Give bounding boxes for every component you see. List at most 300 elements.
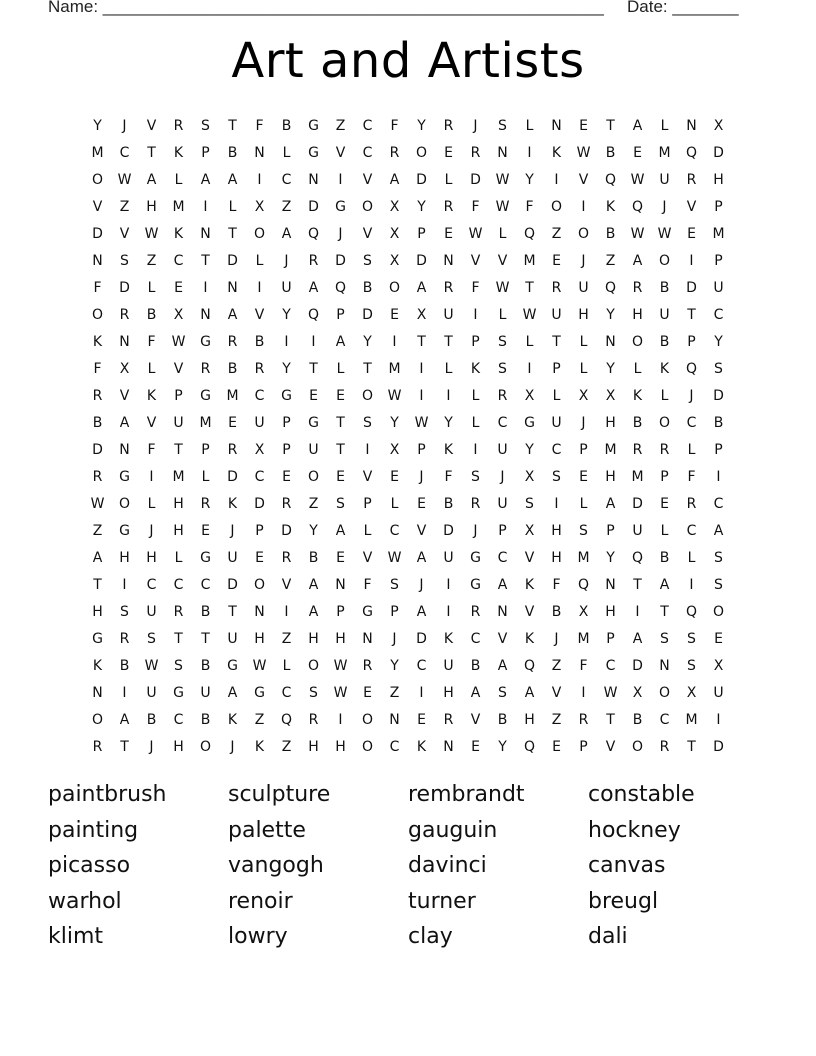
grid-letter[interactable]: K bbox=[470, 360, 481, 377]
grid-letter[interactable]: I bbox=[419, 387, 424, 404]
grid-letter[interactable]: N bbox=[254, 144, 265, 161]
grid-letter[interactable]: O bbox=[361, 711, 374, 728]
grid-letter[interactable]: U bbox=[254, 414, 265, 431]
grid-letter[interactable]: D bbox=[443, 522, 454, 539]
grid-letter[interactable]: Z bbox=[551, 225, 562, 242]
grid-letter[interactable]: L bbox=[147, 279, 156, 296]
grid-letter[interactable]: I bbox=[689, 252, 694, 269]
grid-letter[interactable]: O bbox=[91, 306, 104, 323]
grid-letter[interactable]: Q bbox=[577, 576, 590, 593]
grid-letter[interactable]: E bbox=[471, 738, 480, 755]
grid-letter[interactable]: N bbox=[605, 333, 616, 350]
grid-letter[interactable]: L bbox=[687, 549, 696, 566]
grid-letter[interactable]: Y bbox=[444, 414, 453, 431]
grid-letter[interactable]: B bbox=[308, 549, 319, 566]
grid-letter[interactable]: T bbox=[120, 738, 129, 755]
grid-letter[interactable]: E bbox=[714, 630, 723, 647]
grid-letter[interactable]: X bbox=[686, 684, 697, 701]
grid-letter[interactable]: V bbox=[362, 225, 373, 242]
grid-letter[interactable]: J bbox=[230, 522, 235, 539]
grid-letter[interactable]: P bbox=[417, 225, 426, 242]
grid-letter[interactable]: G bbox=[173, 684, 184, 701]
grid-letter[interactable]: J bbox=[419, 468, 424, 485]
grid-letter[interactable]: T bbox=[444, 333, 453, 350]
grid-letter[interactable]: T bbox=[228, 117, 237, 134]
name-field-line[interactable]: Name: _____________________________________________________ bbox=[48, 0, 604, 16]
grid-letter[interactable]: P bbox=[363, 495, 372, 512]
grid-letter[interactable]: M bbox=[658, 144, 671, 161]
grid-letter[interactable]: E bbox=[228, 414, 237, 431]
grid-letter[interactable]: I bbox=[311, 333, 316, 350]
grid-letter[interactable]: U bbox=[497, 441, 508, 458]
grid-letter[interactable]: M bbox=[631, 468, 644, 485]
grid-letter[interactable]: C bbox=[173, 711, 184, 728]
grid-letter[interactable]: S bbox=[390, 576, 399, 593]
grid-letter[interactable]: N bbox=[200, 225, 211, 242]
grid-letter[interactable]: X bbox=[578, 603, 589, 620]
grid-letter[interactable]: U bbox=[443, 306, 454, 323]
grid-letter[interactable]: U bbox=[146, 684, 157, 701]
grid-letter[interactable]: A bbox=[389, 171, 400, 188]
grid-letter[interactable]: M bbox=[577, 630, 590, 647]
grid-letter[interactable]: I bbox=[689, 576, 694, 593]
grid-letter[interactable]: W bbox=[117, 171, 132, 188]
grid-letter[interactable]: Q bbox=[604, 279, 617, 296]
grid-letter[interactable]: X bbox=[389, 225, 400, 242]
grid-letter[interactable]: J bbox=[149, 522, 154, 539]
grid-letter[interactable]: I bbox=[554, 171, 559, 188]
grid-letter[interactable]: M bbox=[199, 414, 212, 431]
grid-letter[interactable]: H bbox=[254, 630, 265, 647]
grid-letter[interactable]: D bbox=[227, 576, 238, 593]
grid-letter[interactable]: O bbox=[658, 252, 671, 269]
grid-letter[interactable]: B bbox=[200, 657, 211, 674]
grid-letter[interactable]: G bbox=[119, 468, 130, 485]
grid-letter[interactable]: D bbox=[416, 630, 427, 647]
grid-letter[interactable]: G bbox=[200, 549, 211, 566]
grid-letter[interactable]: C bbox=[173, 252, 184, 269]
grid-letter[interactable]: J bbox=[554, 630, 559, 647]
grid-letter[interactable]: D bbox=[362, 306, 373, 323]
grid-letter[interactable]: S bbox=[201, 117, 210, 134]
grid-letter[interactable]: L bbox=[498, 306, 507, 323]
grid-letter[interactable]: C bbox=[551, 441, 562, 458]
grid-letter[interactable]: K bbox=[443, 441, 454, 458]
grid-letter[interactable]: Q bbox=[523, 738, 536, 755]
grid-letter[interactable]: B bbox=[659, 549, 670, 566]
grid-letter[interactable]: R bbox=[389, 144, 400, 161]
grid-letter[interactable]: A bbox=[200, 171, 211, 188]
grid-letter[interactable]: X bbox=[713, 657, 724, 674]
grid-letter[interactable]: E bbox=[417, 495, 426, 512]
grid-letter[interactable]: U bbox=[443, 657, 454, 674]
grid-letter[interactable]: N bbox=[551, 117, 562, 134]
grid-letter[interactable]: V bbox=[254, 306, 265, 323]
grid-letter[interactable]: P bbox=[579, 441, 588, 458]
grid-letter[interactable]: P bbox=[687, 333, 696, 350]
grid-letter[interactable]: U bbox=[713, 279, 724, 296]
grid-letter[interactable]: M bbox=[172, 198, 185, 215]
grid-letter[interactable]: R bbox=[92, 738, 103, 755]
grid-letter[interactable]: Y bbox=[525, 441, 534, 458]
grid-letter[interactable]: F bbox=[552, 576, 561, 593]
grid-letter[interactable]: Q bbox=[334, 279, 347, 296]
grid-letter[interactable]: I bbox=[338, 711, 343, 728]
grid-letter[interactable]: V bbox=[470, 711, 481, 728]
grid-letter[interactable]: R bbox=[686, 171, 697, 188]
grid-letter[interactable]: O bbox=[712, 603, 725, 620]
grid-letter[interactable]: L bbox=[174, 171, 183, 188]
grid-letter[interactable]: X bbox=[389, 441, 400, 458]
grid-letter[interactable]: R bbox=[92, 387, 103, 404]
grid-letter[interactable]: R bbox=[659, 441, 670, 458]
grid-letter[interactable]: L bbox=[579, 333, 588, 350]
grid-letter[interactable]: E bbox=[417, 711, 426, 728]
grid-letter[interactable]: R bbox=[173, 603, 184, 620]
grid-letter[interactable]: G bbox=[308, 117, 319, 134]
grid-letter[interactable]: I bbox=[257, 279, 262, 296]
grid-letter[interactable]: U bbox=[200, 684, 211, 701]
grid-letter[interactable]: R bbox=[200, 495, 211, 512]
grid-letter[interactable]: P bbox=[606, 522, 615, 539]
grid-letter[interactable]: O bbox=[361, 198, 374, 215]
grid-letter[interactable]: L bbox=[336, 360, 345, 377]
grid-letter[interactable]: P bbox=[417, 441, 426, 458]
grid-letter[interactable]: R bbox=[497, 387, 508, 404]
grid-letter[interactable]: X bbox=[389, 198, 400, 215]
grid-letter[interactable]: L bbox=[471, 414, 480, 431]
grid-letter[interactable]: D bbox=[92, 225, 103, 242]
grid-letter[interactable]: L bbox=[660, 117, 669, 134]
grid-letter[interactable]: R bbox=[227, 333, 238, 350]
grid-letter[interactable]: G bbox=[362, 603, 373, 620]
grid-letter[interactable]: I bbox=[365, 441, 370, 458]
grid-letter[interactable]: B bbox=[713, 414, 724, 431]
grid-letter[interactable]: R bbox=[254, 360, 265, 377]
grid-letter[interactable]: C bbox=[119, 144, 130, 161]
grid-letter[interactable]: V bbox=[173, 360, 184, 377]
grid-letter[interactable]: P bbox=[336, 603, 345, 620]
grid-letter[interactable]: I bbox=[284, 333, 289, 350]
grid-letter[interactable]: T bbox=[147, 144, 156, 161]
grid-letter[interactable]: J bbox=[338, 225, 343, 242]
grid-letter[interactable]: H bbox=[173, 522, 184, 539]
grid-letter[interactable]: Z bbox=[308, 495, 319, 512]
grid-letter[interactable]: M bbox=[523, 252, 536, 269]
grid-letter[interactable]: O bbox=[253, 576, 266, 593]
grid-letter[interactable]: I bbox=[149, 468, 154, 485]
grid-letter[interactable]: G bbox=[470, 549, 481, 566]
grid-letter[interactable]: S bbox=[579, 522, 588, 539]
grid-letter[interactable]: Y bbox=[606, 360, 615, 377]
grid-letter[interactable]: R bbox=[227, 441, 238, 458]
grid-letter[interactable]: C bbox=[659, 711, 670, 728]
grid-letter[interactable]: Z bbox=[281, 630, 292, 647]
grid-letter[interactable]: H bbox=[443, 684, 454, 701]
grid-letter[interactable]: L bbox=[444, 360, 453, 377]
grid-letter[interactable]: Y bbox=[309, 522, 318, 539]
grid-letter[interactable]: A bbox=[416, 603, 427, 620]
grid-letter[interactable]: E bbox=[390, 468, 399, 485]
grid-letter[interactable]: Q bbox=[685, 144, 698, 161]
grid-letter[interactable]: C bbox=[281, 684, 292, 701]
grid-letter[interactable]: V bbox=[146, 117, 157, 134]
grid-letter[interactable]: A bbox=[416, 279, 427, 296]
grid-letter[interactable]: X bbox=[632, 684, 643, 701]
grid-letter[interactable]: C bbox=[281, 171, 292, 188]
grid-letter[interactable]: Y bbox=[282, 360, 291, 377]
grid-letter[interactable]: Y bbox=[498, 738, 507, 755]
grid-letter[interactable]: B bbox=[632, 711, 643, 728]
grid-letter[interactable]: D bbox=[470, 171, 481, 188]
grid-letter[interactable]: W bbox=[576, 144, 591, 161]
grid-letter[interactable]: E bbox=[201, 522, 210, 539]
grid-letter[interactable]: Y bbox=[606, 549, 615, 566]
grid-letter[interactable]: R bbox=[281, 549, 292, 566]
grid-letter[interactable]: L bbox=[282, 657, 291, 674]
grid-letter[interactable]: W bbox=[495, 279, 510, 296]
grid-letter[interactable]: F bbox=[255, 117, 264, 134]
grid-letter[interactable]: W bbox=[387, 549, 402, 566]
grid-letter[interactable]: I bbox=[122, 576, 127, 593]
grid-letter[interactable]: Z bbox=[281, 738, 292, 755]
grid-letter[interactable]: E bbox=[552, 252, 561, 269]
grid-letter[interactable]: R bbox=[119, 630, 130, 647]
grid-letter[interactable]: I bbox=[473, 441, 478, 458]
letter-grid[interactable] bbox=[84, 112, 732, 760]
grid-letter[interactable]: K bbox=[659, 360, 670, 377]
grid-letter[interactable]: X bbox=[173, 306, 184, 323]
grid-letter[interactable]: Q bbox=[685, 360, 698, 377]
grid-letter[interactable]: I bbox=[716, 468, 721, 485]
grid-letter[interactable]: U bbox=[632, 522, 643, 539]
grid-letter[interactable]: B bbox=[659, 279, 670, 296]
grid-letter[interactable]: V bbox=[497, 630, 508, 647]
grid-letter[interactable]: Z bbox=[389, 684, 400, 701]
grid-letter[interactable]: E bbox=[444, 225, 453, 242]
grid-letter[interactable]: B bbox=[362, 279, 373, 296]
grid-letter[interactable]: P bbox=[714, 441, 723, 458]
grid-letter[interactable]: B bbox=[200, 603, 211, 620]
grid-letter[interactable]: X bbox=[524, 387, 535, 404]
grid-letter[interactable]: J bbox=[122, 117, 127, 134]
grid-letter[interactable]: A bbox=[281, 225, 292, 242]
grid-letter[interactable]: H bbox=[173, 738, 184, 755]
grid-letter[interactable]: F bbox=[579, 657, 588, 674]
grid-letter[interactable]: R bbox=[686, 495, 697, 512]
grid-letter[interactable]: Q bbox=[631, 549, 644, 566]
grid-letter[interactable]: R bbox=[578, 711, 589, 728]
grid-letter[interactable]: P bbox=[660, 468, 669, 485]
grid-letter[interactable]: N bbox=[362, 630, 373, 647]
grid-letter[interactable]: V bbox=[146, 414, 157, 431]
grid-letter[interactable]: O bbox=[361, 387, 374, 404]
grid-letter[interactable]: W bbox=[468, 225, 483, 242]
grid-letter[interactable]: C bbox=[173, 576, 184, 593]
grid-letter[interactable]: O bbox=[577, 225, 590, 242]
grid-letter[interactable]: C bbox=[686, 522, 697, 539]
grid-letter[interactable]: T bbox=[93, 576, 102, 593]
grid-letter[interactable]: Z bbox=[119, 198, 130, 215]
grid-letter[interactable]: I bbox=[473, 306, 478, 323]
grid-letter[interactable]: S bbox=[714, 576, 723, 593]
grid-letter[interactable]: O bbox=[361, 738, 374, 755]
grid-letter[interactable]: G bbox=[308, 144, 319, 161]
grid-letter[interactable]: P bbox=[282, 441, 291, 458]
grid-letter[interactable]: A bbox=[605, 495, 616, 512]
grid-letter[interactable]: P bbox=[282, 414, 291, 431]
grid-letter[interactable]: G bbox=[524, 414, 535, 431]
grid-letter[interactable]: M bbox=[577, 549, 590, 566]
grid-letter[interactable]: L bbox=[525, 117, 534, 134]
grid-letter[interactable]: S bbox=[363, 252, 372, 269]
grid-letter[interactable]: R bbox=[443, 117, 454, 134]
grid-letter[interactable]: T bbox=[309, 360, 318, 377]
grid-letter[interactable]: Q bbox=[685, 603, 698, 620]
grid-letter[interactable]: U bbox=[281, 279, 292, 296]
grid-letter[interactable]: K bbox=[416, 738, 427, 755]
grid-letter[interactable]: Y bbox=[417, 198, 426, 215]
grid-letter[interactable]: H bbox=[551, 549, 562, 566]
grid-letter[interactable]: O bbox=[631, 333, 644, 350]
grid-letter[interactable]: F bbox=[363, 576, 372, 593]
grid-letter[interactable]: A bbox=[632, 252, 643, 269]
grid-letter[interactable]: A bbox=[308, 576, 319, 593]
grid-letter[interactable]: Q bbox=[631, 198, 644, 215]
grid-letter[interactable]: I bbox=[581, 198, 586, 215]
grid-letter[interactable]: B bbox=[146, 306, 157, 323]
grid-letter[interactable]: S bbox=[714, 549, 723, 566]
grid-letter[interactable]: P bbox=[201, 144, 210, 161]
grid-letter[interactable]: I bbox=[284, 603, 289, 620]
grid-letter[interactable]: G bbox=[119, 522, 130, 539]
grid-letter[interactable]: I bbox=[527, 144, 532, 161]
grid-letter[interactable]: U bbox=[497, 495, 508, 512]
grid-letter[interactable]: R bbox=[443, 711, 454, 728]
grid-letter[interactable]: T bbox=[174, 630, 183, 647]
grid-letter[interactable]: O bbox=[658, 414, 671, 431]
grid-letter[interactable]: M bbox=[226, 387, 239, 404]
grid-letter[interactable]: M bbox=[388, 360, 401, 377]
grid-letter[interactable]: O bbox=[199, 738, 212, 755]
grid-letter[interactable]: P bbox=[579, 738, 588, 755]
grid-letter[interactable]: J bbox=[149, 738, 154, 755]
grid-letter[interactable]: K bbox=[254, 738, 265, 755]
grid-letter[interactable]: T bbox=[363, 360, 372, 377]
grid-letter[interactable]: G bbox=[254, 684, 265, 701]
grid-letter[interactable]: R bbox=[173, 117, 184, 134]
grid-letter[interactable]: V bbox=[119, 387, 130, 404]
grid-letter[interactable]: V bbox=[686, 198, 697, 215]
grid-letter[interactable]: W bbox=[90, 495, 105, 512]
grid-letter[interactable]: O bbox=[631, 738, 644, 755]
grid-letter[interactable]: A bbox=[632, 630, 643, 647]
grid-letter[interactable]: C bbox=[686, 414, 697, 431]
grid-letter[interactable]: L bbox=[390, 495, 399, 512]
grid-letter[interactable]: P bbox=[552, 360, 561, 377]
grid-letter[interactable]: Y bbox=[93, 117, 102, 134]
grid-letter[interactable]: O bbox=[91, 711, 104, 728]
grid-letter[interactable]: F bbox=[93, 360, 102, 377]
grid-letter[interactable]: Z bbox=[92, 522, 103, 539]
grid-letter[interactable]: R bbox=[200, 360, 211, 377]
grid-letter[interactable]: N bbox=[497, 144, 508, 161]
grid-letter[interactable]: D bbox=[254, 495, 265, 512]
grid-letter[interactable]: I bbox=[203, 279, 208, 296]
grid-letter[interactable]: D bbox=[416, 252, 427, 269]
grid-letter[interactable]: S bbox=[687, 630, 696, 647]
grid-letter[interactable]: W bbox=[333, 684, 348, 701]
grid-letter[interactable]: O bbox=[550, 198, 563, 215]
grid-letter[interactable]: T bbox=[174, 441, 183, 458]
grid-letter[interactable]: X bbox=[254, 441, 265, 458]
grid-letter[interactable]: K bbox=[551, 144, 562, 161]
grid-letter[interactable]: M bbox=[91, 144, 104, 161]
grid-letter[interactable]: R bbox=[281, 495, 292, 512]
grid-letter[interactable]: C bbox=[389, 522, 400, 539]
grid-letter[interactable]: A bbox=[146, 171, 157, 188]
grid-letter[interactable]: X bbox=[605, 387, 616, 404]
grid-letter[interactable]: O bbox=[307, 657, 320, 674]
grid-letter[interactable]: E bbox=[579, 468, 588, 485]
grid-letter[interactable]: N bbox=[92, 684, 103, 701]
grid-letter[interactable]: S bbox=[174, 657, 183, 674]
grid-letter[interactable]: P bbox=[471, 333, 480, 350]
grid-letter[interactable]: X bbox=[389, 252, 400, 269]
grid-letter[interactable]: B bbox=[254, 333, 265, 350]
grid-letter[interactable]: S bbox=[687, 657, 696, 674]
grid-letter[interactable]: M bbox=[172, 468, 185, 485]
grid-letter[interactable]: T bbox=[687, 306, 696, 323]
grid-letter[interactable]: D bbox=[227, 252, 238, 269]
grid-letter[interactable]: J bbox=[581, 252, 586, 269]
grid-letter[interactable]: F bbox=[525, 198, 534, 215]
grid-letter[interactable]: P bbox=[606, 630, 615, 647]
grid-letter[interactable]: E bbox=[336, 468, 345, 485]
grid-letter[interactable]: B bbox=[659, 333, 670, 350]
grid-letter[interactable]: O bbox=[253, 225, 266, 242]
grid-letter[interactable]: X bbox=[524, 468, 535, 485]
grid-letter[interactable]: N bbox=[659, 657, 670, 674]
grid-letter[interactable]: E bbox=[390, 306, 399, 323]
grid-letter[interactable]: K bbox=[92, 657, 103, 674]
grid-letter[interactable]: R bbox=[443, 198, 454, 215]
grid-letter[interactable]: R bbox=[470, 144, 481, 161]
grid-letter[interactable]: J bbox=[392, 630, 397, 647]
grid-letter[interactable]: V bbox=[605, 738, 616, 755]
grid-letter[interactable]: U bbox=[146, 603, 157, 620]
grid-letter[interactable]: A bbox=[416, 549, 427, 566]
grid-letter[interactable]: K bbox=[524, 576, 535, 593]
grid-letter[interactable]: C bbox=[254, 387, 265, 404]
grid-letter[interactable]: Y bbox=[417, 117, 426, 134]
grid-letter[interactable]: O bbox=[388, 279, 401, 296]
grid-letter[interactable]: M bbox=[685, 711, 698, 728]
grid-letter[interactable]: V bbox=[281, 576, 292, 593]
grid-letter[interactable]: A bbox=[119, 711, 130, 728]
grid-letter[interactable]: T bbox=[201, 630, 210, 647]
grid-letter[interactable]: U bbox=[713, 684, 724, 701]
grid-letter[interactable]: Y bbox=[525, 171, 534, 188]
grid-letter[interactable]: T bbox=[228, 225, 237, 242]
grid-letter[interactable]: F bbox=[471, 198, 480, 215]
grid-letter[interactable]: B bbox=[470, 657, 481, 674]
grid-letter[interactable]: X bbox=[119, 360, 130, 377]
grid-letter[interactable]: Z bbox=[551, 657, 562, 674]
grid-letter[interactable]: A bbox=[470, 684, 481, 701]
grid-letter[interactable]: D bbox=[713, 738, 724, 755]
grid-letter[interactable]: I bbox=[338, 171, 343, 188]
